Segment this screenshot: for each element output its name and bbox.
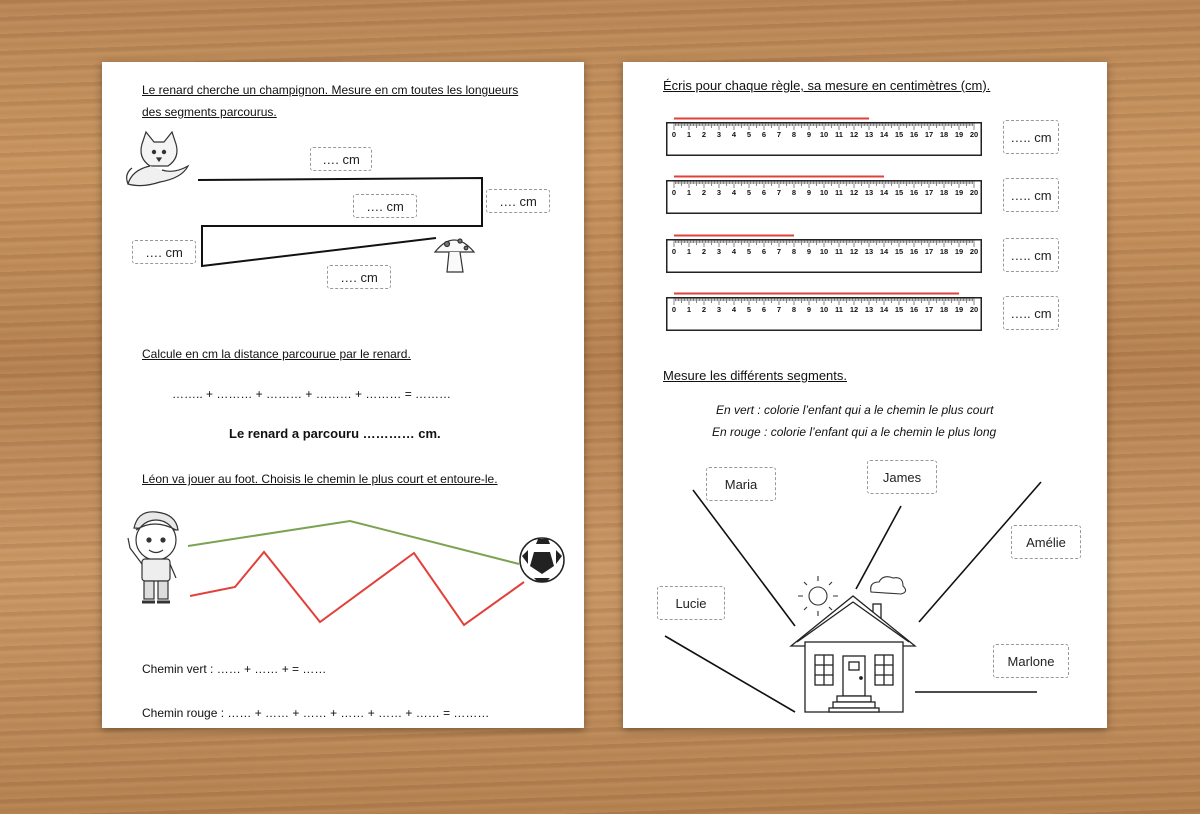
ruler-tick-label: 19	[954, 188, 964, 197]
segments-instruction: Mesure les différents segments.	[663, 368, 848, 383]
soccer-ball-icon	[520, 538, 564, 582]
ruler-tick-label: 12	[849, 247, 859, 256]
ruler-tick-label: 10	[819, 305, 829, 314]
red-rule-text: En rouge : colorie l’enfant qui a le chemin le plus long	[712, 425, 997, 439]
worksheet-page-left	[102, 62, 584, 728]
ruler-tick-label: 4	[731, 305, 737, 314]
ruler-tick-label: 6	[761, 130, 767, 139]
ruler-tick-label: 4	[731, 188, 737, 197]
ruler-tick-label: 5	[746, 247, 752, 256]
ruler-tick-label: 7	[776, 305, 782, 314]
ruler-tick-label: 0	[671, 188, 677, 197]
green-rule-text: En vert : colorie l’enfant qui a le chemin le plus court	[716, 403, 994, 417]
ruler-answer-box-3[interactable]: ….. cm	[1003, 238, 1059, 272]
ruler-tick-label: 8	[791, 130, 797, 139]
ruler-tick-label: 9	[806, 188, 812, 197]
distance-instruction: Calcule en cm la distance parcourue par le renard.	[142, 347, 411, 361]
ruler-tick-label: 5	[746, 188, 752, 197]
ruler-tick-label: 9	[806, 305, 812, 314]
ruler-tick-label: 8	[791, 188, 797, 197]
fox-instruction-line1: Le renard cherche un champignon. Mesure en cm toutes les longueurs	[142, 83, 519, 97]
ruler-tick-label: 11	[835, 188, 843, 197]
distance-equation[interactable]: …….. + ……… + ……… + ……… + ……… = ………	[172, 387, 452, 401]
ruler-tick-label: 9	[806, 247, 812, 256]
ruler-tick-label: 1	[686, 305, 692, 314]
ruler-tick-label: 13	[864, 130, 874, 139]
ruler-tick-label: 15	[894, 188, 904, 197]
ruler-tick-label: 12	[849, 188, 859, 197]
ruler-tick-label: 6	[761, 188, 767, 197]
ruler-tick-label: 17	[924, 305, 934, 314]
segments-figure	[623, 62, 1107, 728]
ruler-tick-label: 2	[701, 130, 707, 139]
name-tag-lucie[interactable]: Lucie	[657, 586, 725, 620]
ruler-tick-label: 4	[731, 130, 737, 139]
ruler-tick-label: 0	[671, 305, 677, 314]
ruler-tick-label: 13	[864, 188, 874, 197]
ruler-tick-label: 6	[761, 247, 767, 256]
ruler-tick-label: 2	[701, 188, 707, 197]
fox-answer-box-3[interactable]: …. cm	[486, 189, 550, 213]
ruler-tick-label: 15	[894, 130, 904, 139]
ruler-tick-label: 1	[686, 130, 692, 139]
ruler-tick-label: 11	[835, 247, 843, 256]
ruler-tick-label: 14	[879, 130, 889, 139]
distance-answer[interactable]: Le renard a parcouru ………… cm.	[229, 426, 441, 441]
worksheet-page-right	[623, 62, 1107, 728]
ruler-tick-label: 1	[686, 247, 692, 256]
fox-answer-box-4[interactable]: …. cm	[132, 240, 196, 264]
ruler-tick-label: 17	[924, 130, 934, 139]
ruler-tick-label: 16	[909, 305, 919, 314]
fox-answer-box-2[interactable]: …. cm	[353, 194, 417, 218]
ruler-tick-label: 16	[909, 188, 919, 197]
cloud-icon	[871, 577, 906, 594]
name-tag-amelie[interactable]: Amélie	[1011, 525, 1081, 559]
green-path	[188, 521, 519, 564]
ruler-tick-label: 14	[879, 247, 889, 256]
ruler-tick-label: 20	[969, 247, 979, 256]
ruler-tick-label: 18	[939, 305, 949, 314]
ruler-tick-label: 10	[819, 247, 829, 256]
fox-answer-box-1[interactable]: …. cm	[310, 147, 372, 171]
ruler-tick-label: 1	[686, 188, 692, 197]
house-icon	[791, 596, 915, 712]
boy-icon	[128, 512, 178, 602]
ruler-instruction: Écris pour chaque règle, sa mesure en centimètres (cm).	[663, 78, 991, 93]
red-path-equation[interactable]: Chemin rouge : …… + …… + …… + …… + …… + …… = ………	[142, 706, 490, 720]
ruler-tick-label: 0	[671, 247, 677, 256]
ruler-tick-label: 13	[864, 247, 874, 256]
ruler-tick-label: 5	[746, 305, 752, 314]
ruler-tick-label: 18	[939, 247, 949, 256]
ruler-tick-label: 0	[671, 130, 677, 139]
ruler-tick-label: 4	[731, 247, 737, 256]
ruler-tick-label: 16	[909, 130, 919, 139]
ruler-tick-label: 11	[835, 130, 843, 139]
ruler-tick-label: 3	[716, 247, 722, 256]
ruler-tick-label: 19	[954, 305, 964, 314]
green-path-equation[interactable]: Chemin vert : …… + …… + = ……	[142, 662, 327, 676]
sun-icon	[798, 576, 838, 616]
red-path	[190, 552, 524, 625]
leon-instruction: Léon va jouer au foot. Choisis le chemin le plus court et entoure-le.	[142, 472, 498, 486]
ruler-tick-label: 12	[849, 305, 859, 314]
ruler-tick-label: 19	[954, 247, 964, 256]
name-tag-marlone[interactable]: Marlone	[993, 644, 1069, 678]
ruler-tick-label: 2	[701, 305, 707, 314]
ruler-tick-label: 14	[879, 305, 889, 314]
ruler-answer-box-4[interactable]: ….. cm	[1003, 296, 1059, 330]
ruler-tick-label: 18	[939, 188, 949, 197]
ruler-tick-label: 7	[776, 188, 782, 197]
ruler-tick-label: 9	[806, 130, 812, 139]
ruler-tick-label: 7	[776, 130, 782, 139]
ruler-tick-label: 16	[909, 247, 919, 256]
name-tag-james[interactable]: James	[867, 460, 937, 494]
ruler-tick-label: 10	[819, 188, 829, 197]
ruler-tick-label: 14	[879, 188, 889, 197]
name-tag-maria[interactable]: Maria	[706, 467, 776, 501]
ruler-tick-label: 20	[969, 130, 979, 139]
ruler-tick-label: 8	[791, 247, 797, 256]
ruler-tick-label: 13	[864, 305, 874, 314]
ruler-tick-label: 6	[761, 305, 767, 314]
ruler-tick-label: 17	[924, 188, 934, 197]
ruler-tick-label: 5	[746, 130, 752, 139]
ruler-tick-label: 3	[716, 130, 722, 139]
ruler-tick-label: 20	[969, 188, 979, 197]
ruler-tick-label: 17	[924, 247, 934, 256]
ruler-tick-label: 7	[776, 247, 782, 256]
segment-lucie	[665, 636, 795, 712]
ruler-tick-label: 8	[791, 305, 797, 314]
ruler-tick-label: 20	[969, 305, 979, 314]
fox-answer-box-5[interactable]: …. cm	[327, 265, 391, 289]
ruler-tick-label: 15	[894, 247, 904, 256]
ruler-tick-label: 3	[716, 188, 722, 197]
ruler-answer-box-2[interactable]: ….. cm	[1003, 178, 1059, 212]
ruler-tick-label: 19	[954, 130, 964, 139]
ruler-answer-box-1[interactable]: ….. cm	[1003, 120, 1059, 154]
fox-instruction-line2: des segments parcourus.	[142, 105, 277, 119]
ruler-tick-label: 18	[939, 130, 949, 139]
leon-path-figure	[102, 62, 584, 728]
ruler-tick-label: 11	[835, 305, 843, 314]
ruler-tick-label: 10	[819, 130, 829, 139]
ruler-tick-label: 12	[849, 130, 859, 139]
ruler-tick-label: 3	[716, 305, 722, 314]
ruler-tick-label: 2	[701, 247, 707, 256]
segment-james	[856, 506, 901, 589]
ruler-tick-label: 15	[894, 305, 904, 314]
